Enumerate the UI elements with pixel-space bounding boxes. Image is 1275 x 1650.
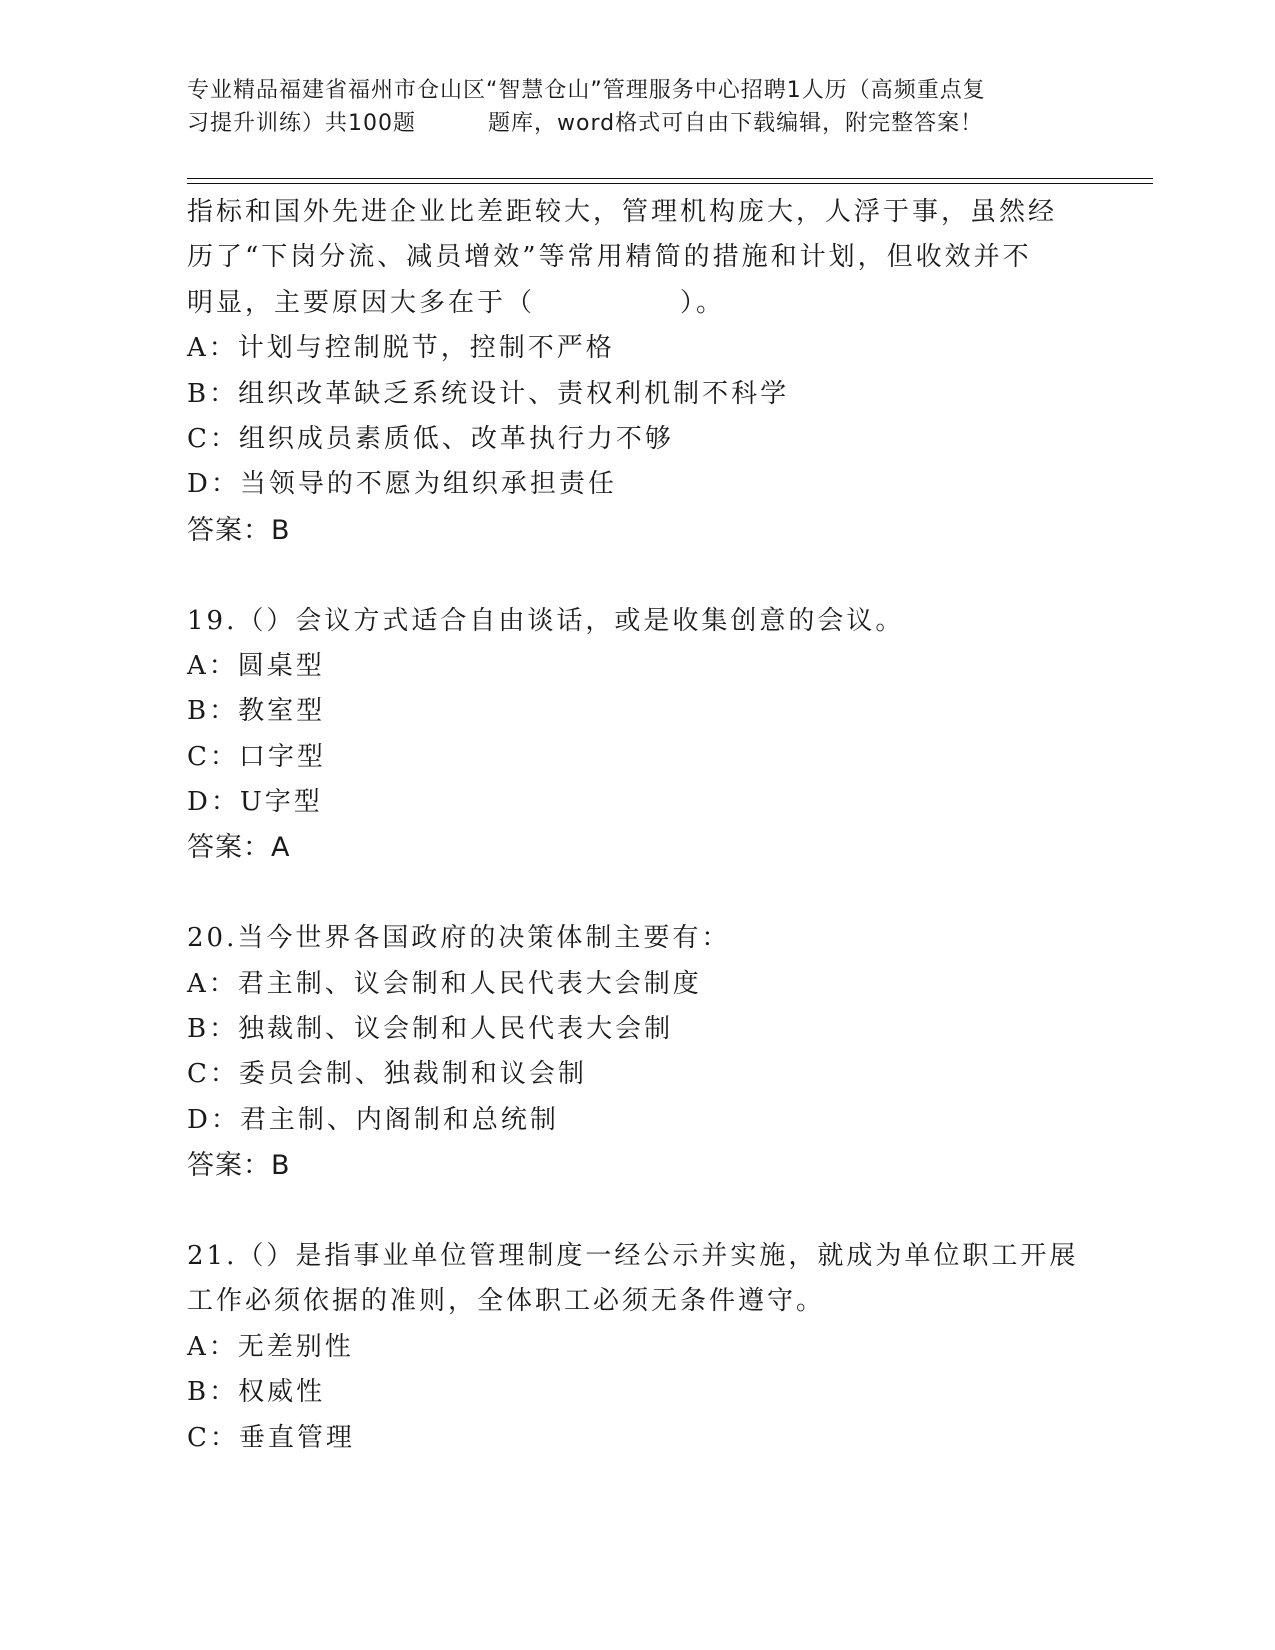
option-c: C：组织成员素质低、改革执行力不够 [187,423,674,454]
option-c: C：垂直管理 [187,1422,355,1453]
spacer [187,871,1087,916]
question-stem-line: 工作必须依据的准则，全体职工必须无条件遵守。 [187,1286,826,1317]
option-a: A：无差别性 [187,1331,354,1362]
question-21 [187,1234,1087,1461]
question-stem-line: 21.（）是指事业单位管理制度一经公示并实施，就成为单位职工开展 [187,1240,1079,1271]
question-stem-line: 19.（）会议方式适合自由谈话，或是收集创意的会议。 [187,605,905,636]
option-a: A：圆桌型 [187,650,325,681]
question-stem-line: 20.当今世界各国政府的决策体制主要有： [187,923,731,954]
answer-line: 答案：B [187,1150,291,1182]
question-19 [187,599,1087,871]
option-d: D：当领导的不愿为组织承担责任 [187,469,617,500]
option-c: C：口字型 [187,741,326,772]
header-line-2 [187,107,1087,140]
option-b: B：组织改革缺乏系统设计、责权利机制不科学 [187,378,790,409]
spacer [187,553,1087,598]
option-a: A：计划与控制脱节，控制不严格 [187,333,615,364]
option-d: D：君主制、内阁制和总统制 [187,1104,559,1135]
document-body [187,190,1087,1461]
header-line-2-right: 题库，word格式可自由下载编辑，附完整答案！ [488,111,984,136]
page-header [187,74,1087,140]
header-line-2-left: 习提升训练）共100题 [187,111,416,136]
header-line-1: 专业精品福建省福州市仓山区“智慧仓山”管理服务中心招聘1人历（高频重点复 [187,78,986,103]
question-18 [187,190,1087,553]
question-20 [187,916,1087,1188]
question-stem-line: 历了“下岗分流、减员增效”等常用精简的措施和计划，但收效并不 [187,242,1032,273]
option-b: B：权威性 [187,1377,326,1408]
answer-line: 答案：B [187,514,291,546]
option-d: D：U字型 [187,787,323,818]
question-stem-line: 指标和国外先进企业比差距较大，管理机构庞大，人浮于事，虽然经 [187,197,1058,227]
spacer [187,1189,1087,1234]
option-b: B：教室型 [187,696,326,727]
option-b: B：独裁制、议会制和人民代表大会制 [187,1014,674,1045]
option-a: A：君主制、议会制和人民代表大会制度 [187,968,702,999]
option-c: C：委员会制、独裁制和议会制 [187,1059,587,1090]
question-stem-line: 明显，主要原因大多在于（ ）。 [187,287,726,318]
answer-line: 答案：A [187,832,291,864]
header-double-rule [187,178,1153,184]
